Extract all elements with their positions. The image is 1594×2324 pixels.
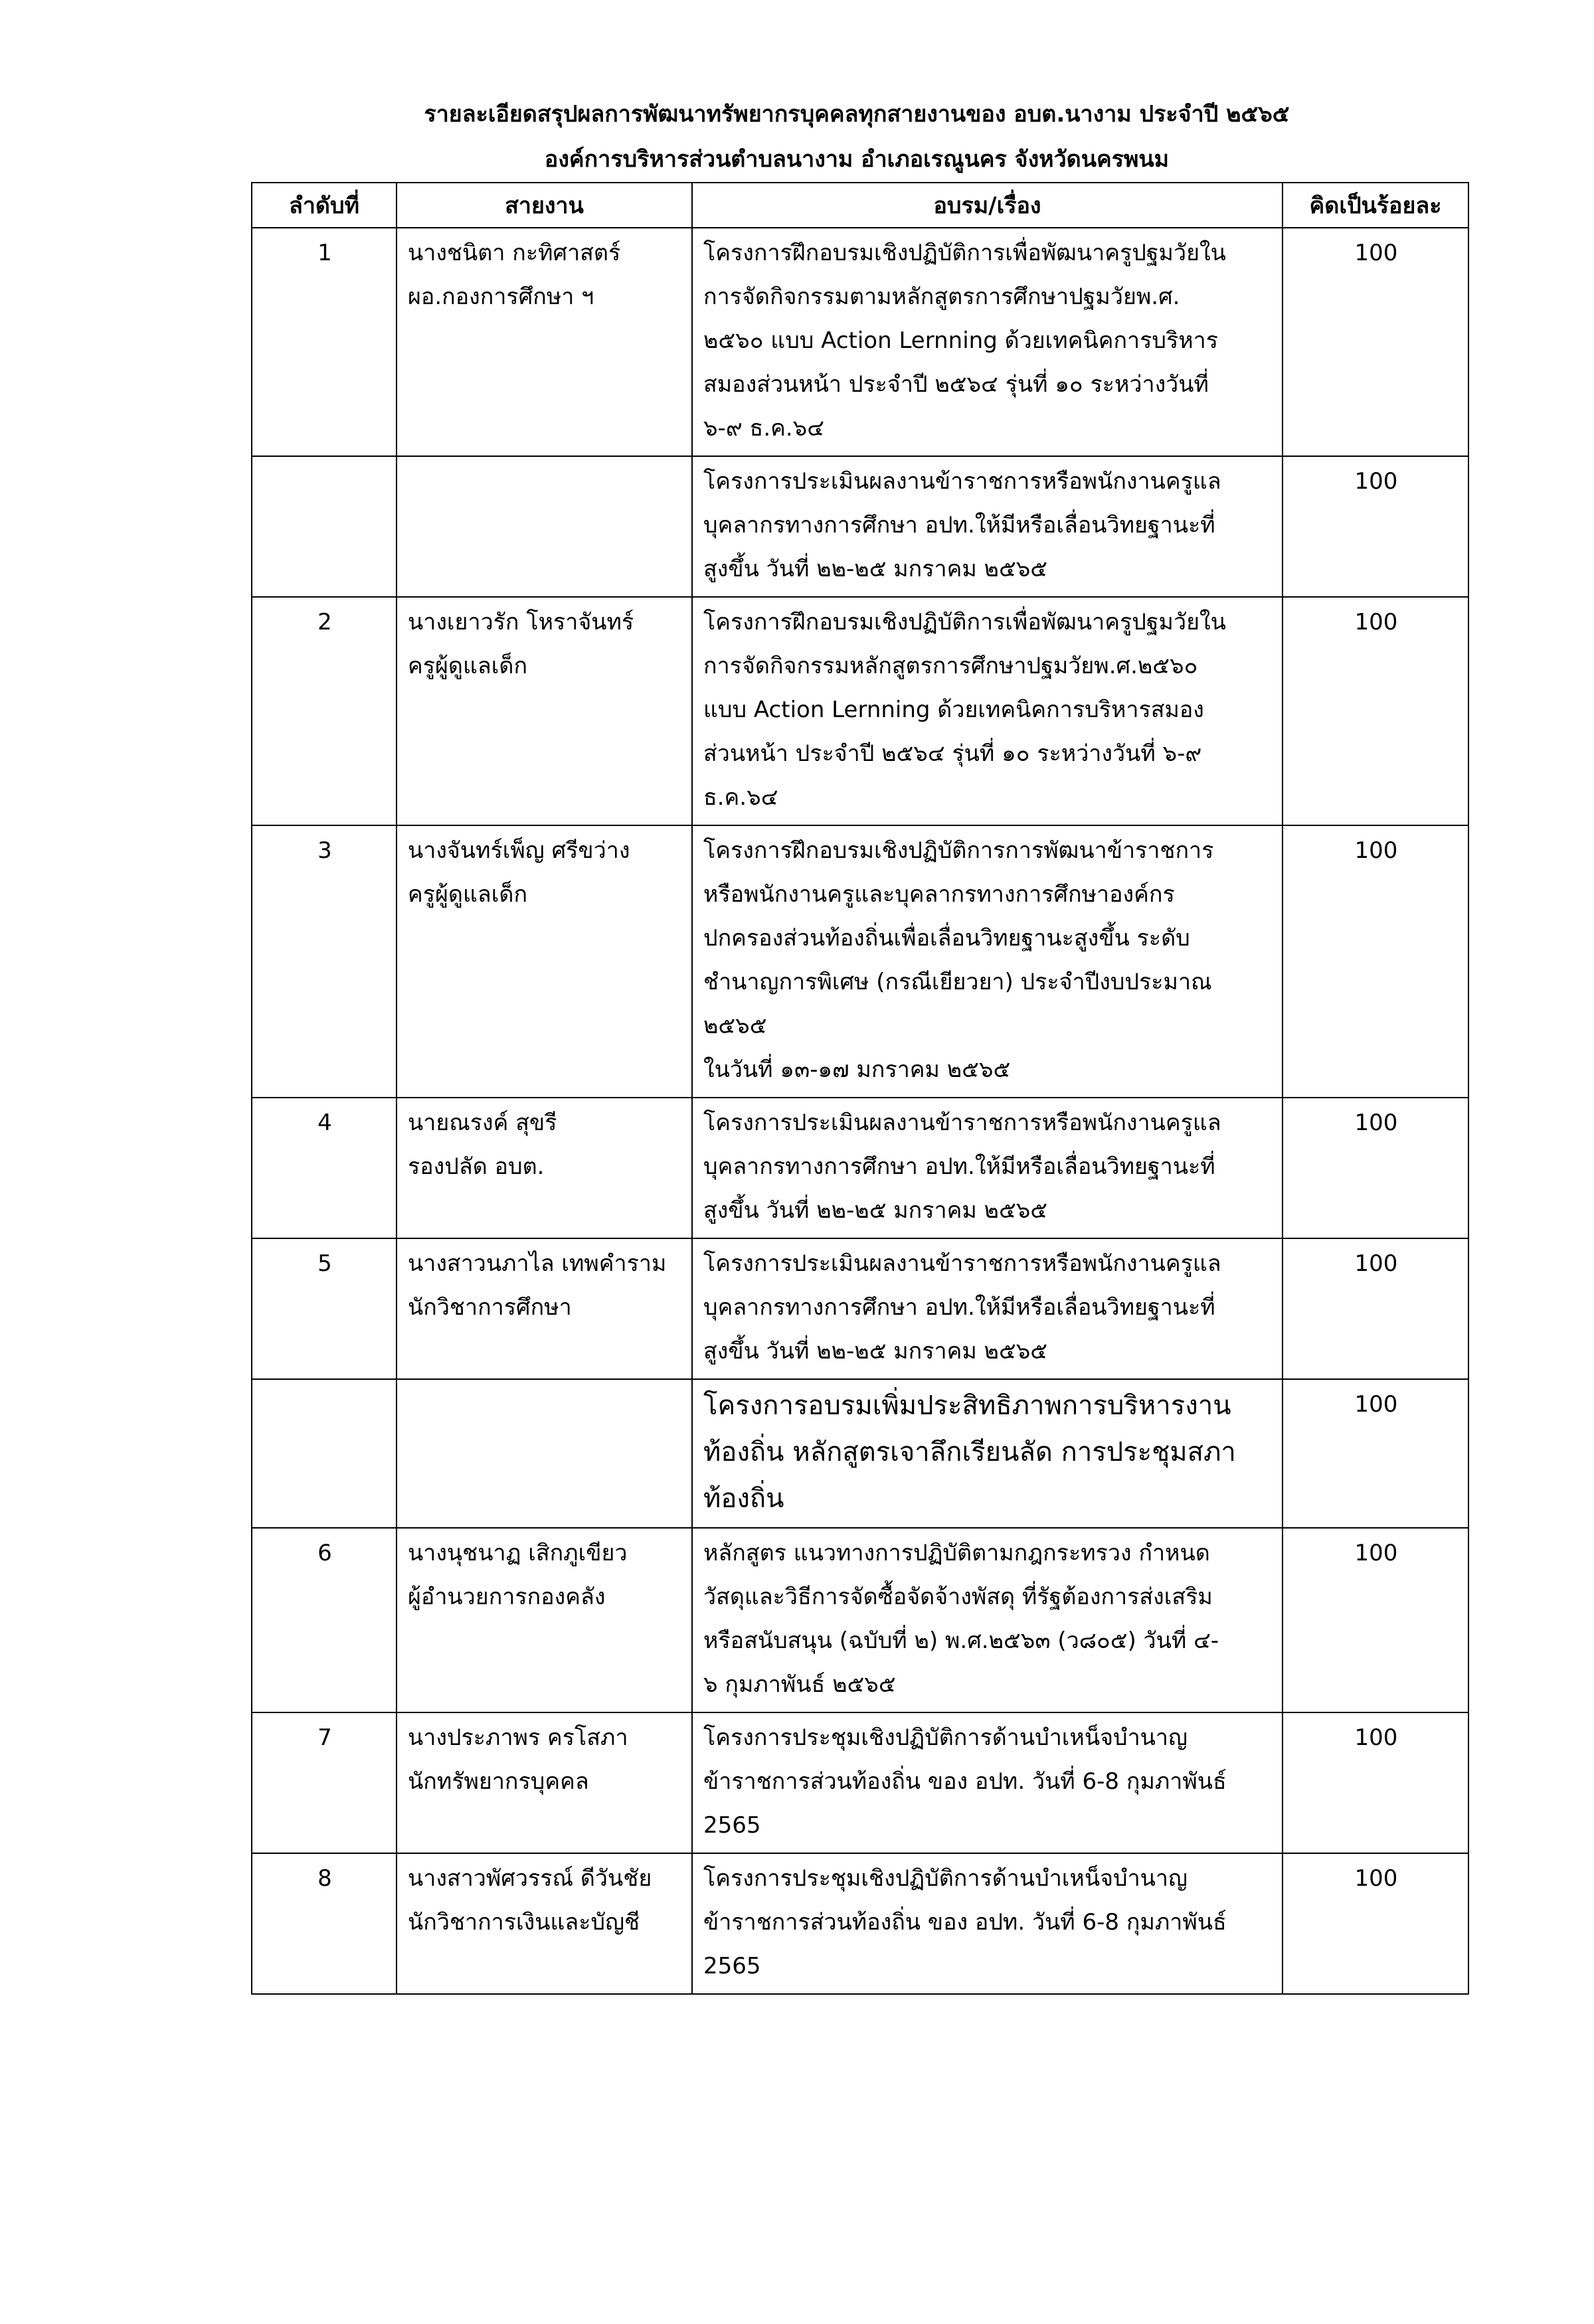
topic-line: บุคลากรทางการศึกษา อปท.ให้มีหรือเลื่อนวิทยฐานะที่ [703,512,1215,539]
topic-line: โครงการฝึกอบรมเชิงปฏิบัติการเพื่อพัฒนาครูปฐมวัยใน [703,609,1226,635]
topic-line: สูงขึ้น วันที่ ๒๒-๒๕ มกราคม ๒๕๖๕ [703,1197,1048,1224]
row-number: 2 [252,597,397,825]
row-percent: 100 [1283,1379,1468,1528]
person-position: ครูผู้ดูแลเด็ก [408,653,528,679]
row-unit [397,1853,692,1994]
row-number [252,456,397,597]
row-number: 5 [252,1238,397,1379]
topic-line: ๒๕๖๐ แบบ Action Lernning ด้วยเทคนิคการบริหาร [703,327,1218,354]
topic-line: ท้องถิ่น [703,1483,784,1514]
topic-line: โครงการฝึกอบรมเชิงปฏิบัติการการพัฒนาข้าราชการ [703,837,1214,864]
topic-line: ส่วนหน้า ประจำปี ๒๕๖๔ รุ่นที่ ๑๐ ระหว่างวันที่ ๖-๙ [703,740,1202,767]
person-position: ผู้อำนวยการกองคลัง [408,1584,606,1610]
row-number: 3 [252,825,397,1098]
person-name: นางจันทร์เพ็ญ ศรีขว่าง [408,837,630,864]
row-unit [397,456,692,597]
table-body [252,228,1468,1994]
topic-line: สูงขึ้น วันที่ ๒๒-๒๕ มกราคม ๒๕๖๕ [703,1338,1048,1365]
row-topic [692,1238,1283,1379]
row-percent: 100 [1283,1712,1468,1853]
row-topic [692,1098,1283,1238]
topic-line: โครงการประเมินผลงานข้าราชการหรือพนักงานครูแล [703,1250,1221,1277]
person-position: นักวิชาการเงินและบัญชี [408,1909,640,1936]
topic-line: ชำนาญการพิเศษ (กรณีเยียวยา) ประจำปีงบประมาณ [703,969,1212,995]
row-unit [397,825,692,1098]
table-header-row [252,183,1468,228]
title-line-1: รายละเอียดสรุปผลการพัฒนาทรัพยากรบุคคลทุกสายงานของ อบต.นางาม ประจำปี ๒๕๖๕ [424,101,1290,127]
person-name: นางสาวนภาไล เทพคำราม [408,1250,667,1277]
person-name: นางนุชนาฏ เสิกภูเขียว [408,1540,628,1566]
table-row [252,456,1468,597]
row-unit [397,228,692,456]
row-unit [397,1238,692,1379]
topic-line: การจัดกิจกรรมหลักสูตรการศึกษาปฐมวัยพ.ศ.๒๕๖๐ [703,653,1198,679]
topic-line: ๖ กุมภาพันธ์ ๒๕๖๕ [703,1671,896,1698]
title-line-2: องค์การบริหารส่วนตำบลนางาม อำเภอเรณูนคร จังหวัดนครพนม [544,146,1170,173]
row-unit [397,1098,692,1238]
row-number: 6 [252,1528,397,1712]
row-number: 4 [252,1098,397,1238]
table-row [252,1712,1468,1853]
table-row [252,1528,1468,1712]
document-title [259,92,1455,182]
topic-line: โครงการประชุมเชิงปฏิบัติการด้านบำเหน็จบำนาญ [703,1865,1188,1892]
person-name: นางเยาวรัก โหราจันทร์ [408,609,634,635]
header-topic: อบรม/เรื่อง [692,183,1283,228]
topic-line: ในวันที่ ๑๓-๑๗ มกราคม ๒๕๖๕ [703,1056,1011,1083]
row-number: 8 [252,1853,397,1994]
row-percent: 100 [1283,456,1468,597]
topic-line: การจัดกิจกรรมตามหลักสูตรการศึกษาปฐมวัยพ.ศ. [703,284,1180,310]
table-row [252,825,1468,1098]
topic-line: ท้องถิ่น หลักสูตรเจาลึกเรียนลัด การประชุมสภา [703,1437,1236,1467]
person-position: นักทรัพยากรบุคคล [408,1768,589,1795]
row-topic [692,228,1283,456]
table-row [252,228,1468,456]
person-position: ครูผู้ดูแลเด็ก [408,881,528,908]
person-position: ผอ.กองการศึกษา ฯ [408,284,594,310]
topic-line: โครงการฝึกอบรมเชิงปฏิบัติการเพื่อพัฒนาครูปฐมวัยใน [703,240,1226,266]
topic-line: โครงการอบรมเพิ่มประสิทธิภาพการบริหารงาน [703,1390,1231,1421]
row-percent: 100 [1283,228,1468,456]
row-percent: 100 [1283,825,1468,1098]
topic-line: ธ.ค.๖๔ [703,784,778,811]
row-unit [397,1712,692,1853]
topic-line: หลักสูตร แนวทางการปฏิบัติตามกฎกระทรวง กำหนด [703,1540,1210,1566]
person-name: นางประภาพร ครโสภา [408,1724,628,1751]
row-topic [692,1853,1283,1994]
topic-line: โครงการประเมินผลงานข้าราชการหรือพนักงานครูแล [703,1110,1221,1136]
topic-line: ปกครองส่วนท้องถิ่นเพื่อเลื่อนวิทยฐานะสูงขึ้น ระดับ [703,925,1190,952]
row-percent: 100 [1283,1528,1468,1712]
topic-line: สูงขึ้น วันที่ ๒๒-๒๕ มกราคม ๒๕๖๕ [703,556,1048,582]
header-unit: สายงาน [397,183,692,228]
person-position: นักวิชาการศึกษา [408,1294,572,1321]
row-unit [397,597,692,825]
training-summary-table [251,182,1469,1995]
row-number: 1 [252,228,397,456]
row-unit [397,1379,692,1528]
row-percent: 100 [1283,597,1468,825]
topic-line: บุคลากรทางการศึกษา อปท.ให้มีหรือเลื่อนวิทยฐานะที่ [703,1294,1215,1321]
table-row [252,1238,1468,1379]
row-percent: 100 [1283,1098,1468,1238]
topic-line: โครงการประเมินผลงานข้าราชการหรือพนักงานครูแล [703,468,1221,495]
table-row [252,597,1468,825]
topic-line: 2565 [703,1953,761,1979]
row-number [252,1379,397,1528]
row-number: 7 [252,1712,397,1853]
person-name: นางชนิตา กะทิศาสตร์ [408,240,621,266]
person-position: รองปลัด อบต. [408,1153,545,1180]
topic-line: บุคลากรทางการศึกษา อปท.ให้มีหรือเลื่อนวิทยฐานะที่ [703,1153,1215,1180]
table-row [252,1853,1468,1994]
table-row [252,1098,1468,1238]
topic-line: สมองส่วนหน้า ประจำปี ๒๕๖๔ รุ่นที่ ๑๐ ระหว่างวันที่ [703,371,1209,398]
header-no: ลำดับที่ [252,183,397,228]
topic-line: ๒๕๖๕ [703,1013,767,1039]
topic-line: หรือสนับสนุน (ฉบับที่ ๒) พ.ศ.๒๕๖๓ (ว๘๐๕) วันที่ ๔- [703,1627,1219,1654]
row-topic [692,825,1283,1098]
row-percent: 100 [1283,1853,1468,1994]
row-topic [692,456,1283,597]
topic-line: ข้าราชการส่วนท้องถิ่น ของ อปท. วันที่ 6-8 กุมภาพันธ์ [703,1768,1227,1795]
row-topic [692,597,1283,825]
topic-line: ๖-๙ ธ.ค.๖๔ [703,415,824,442]
row-topic [692,1712,1283,1853]
person-name: นางสาวพัศวรรณ์ ดีวันชัย [408,1865,652,1892]
row-topic [692,1528,1283,1712]
topic-line: หรือพนักงานครูและบุคลากรทางการศึกษาองค์กร [703,881,1175,908]
row-percent: 100 [1283,1238,1468,1379]
person-name: นายณรงค์ สุขรี [408,1110,557,1136]
row-topic [692,1379,1283,1528]
header-percent: คิดเป็นร้อยละ [1283,183,1468,228]
table-row [252,1379,1468,1528]
topic-line: วัสดุและวิธีการจัดซื้อจัดจ้างพัสดุ ที่รัฐต้องการส่งเสริม [703,1584,1213,1610]
topic-line: แบบ Action Lernning ด้วยเทคนิคการบริหารสมอง [703,697,1204,723]
topic-line: ข้าราชการส่วนท้องถิ่น ของ อปท. วันที่ 6-8 กุมภาพันธ์ [703,1909,1227,1936]
row-unit [397,1528,692,1712]
topic-line: 2565 [703,1812,761,1839]
topic-line: โครงการประชุมเชิงปฏิบัติการด้านบำเหน็จบำนาญ [703,1724,1188,1751]
